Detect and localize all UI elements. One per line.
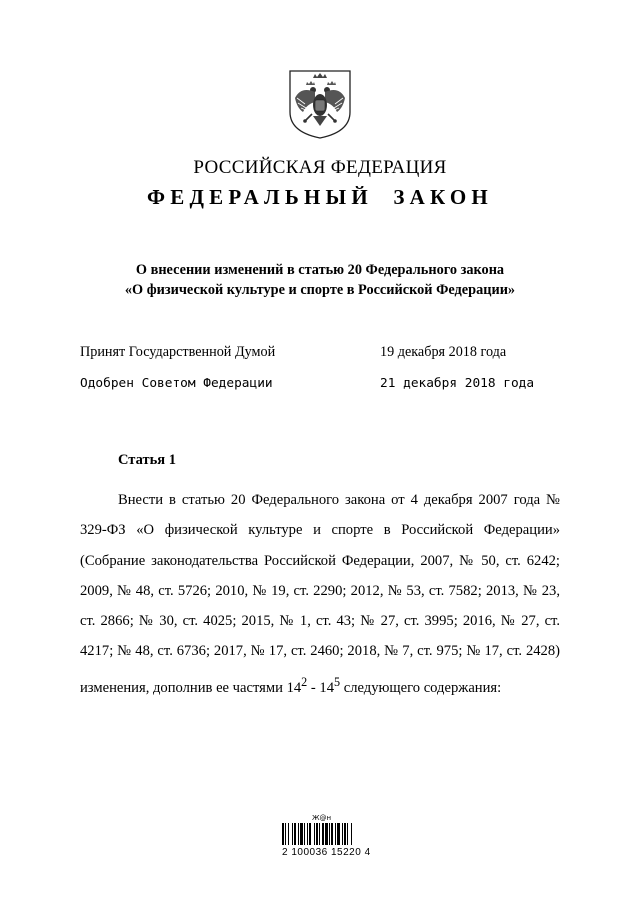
duma-adoption-label: Принят Государственной Думой	[80, 344, 276, 360]
law-title-line: О внесении изменений в статью 20 Федерального закона	[135, 262, 505, 278]
barcode-block	[282, 814, 382, 860]
duma-adoption-row	[80, 344, 580, 364]
council-approval-row	[80, 376, 580, 396]
article-range-separator: - 14	[307, 679, 335, 696]
article-superscript-start: 2	[301, 674, 308, 689]
article-text-end: следующего содержания:	[340, 679, 502, 696]
barcode-icon	[282, 823, 364, 845]
law-title	[0, 260, 640, 300]
article-body	[80, 485, 560, 703]
council-approval-label: Одобрен Советом Федерации	[80, 376, 273, 391]
barcode-mark: Ж@н	[312, 814, 332, 822]
law-type-heading: ФЕДЕРАЛЬНЫЙ ЗАКОН	[147, 185, 493, 209]
article-text-main: Внести в статью 20 Федерального закона от 4 декабря 2007 года № 329-ФЗ «О физической культуре и спорте в Российской Федерации» (Собрание законодательства Российской Федерации, 2007, № 50, ст. 6242; 2009, № 48, ст. 5726; 2010, № 19, ст. 2290; 2012, № 53, ст. 7582; 2013, № 23, ст. 2866; № 30, ст. 4025; 2015, № 1, ст. 43; № 27, ст. 3995; 2016, № 27, ст. 4217; № 48, ст. 6736; 2017, № 17, ст. 2460; 2018, № 7, ст. 975; № 17, ст. 2428) изменения, дополнив ее частями 14	[80, 492, 560, 696]
country-name: РОССИЙСКАЯ ФЕДЕРАЦИЯ	[193, 157, 447, 178]
barcode-number: 2 100036 15220 4	[282, 847, 371, 858]
law-title-line: «О физической культуре и спорте в Российской Федерации»	[124, 282, 516, 298]
duma-adoption-date: 19 декабря 2018 года	[380, 344, 507, 360]
council-approval-date: 21 декабря 2018 года	[380, 376, 535, 391]
coat-of-arms-emblem-icon	[287, 68, 353, 140]
article-heading: Статья 1	[118, 452, 176, 468]
article-superscript-end: 5	[334, 674, 341, 689]
article-paragraph	[80, 485, 560, 703]
